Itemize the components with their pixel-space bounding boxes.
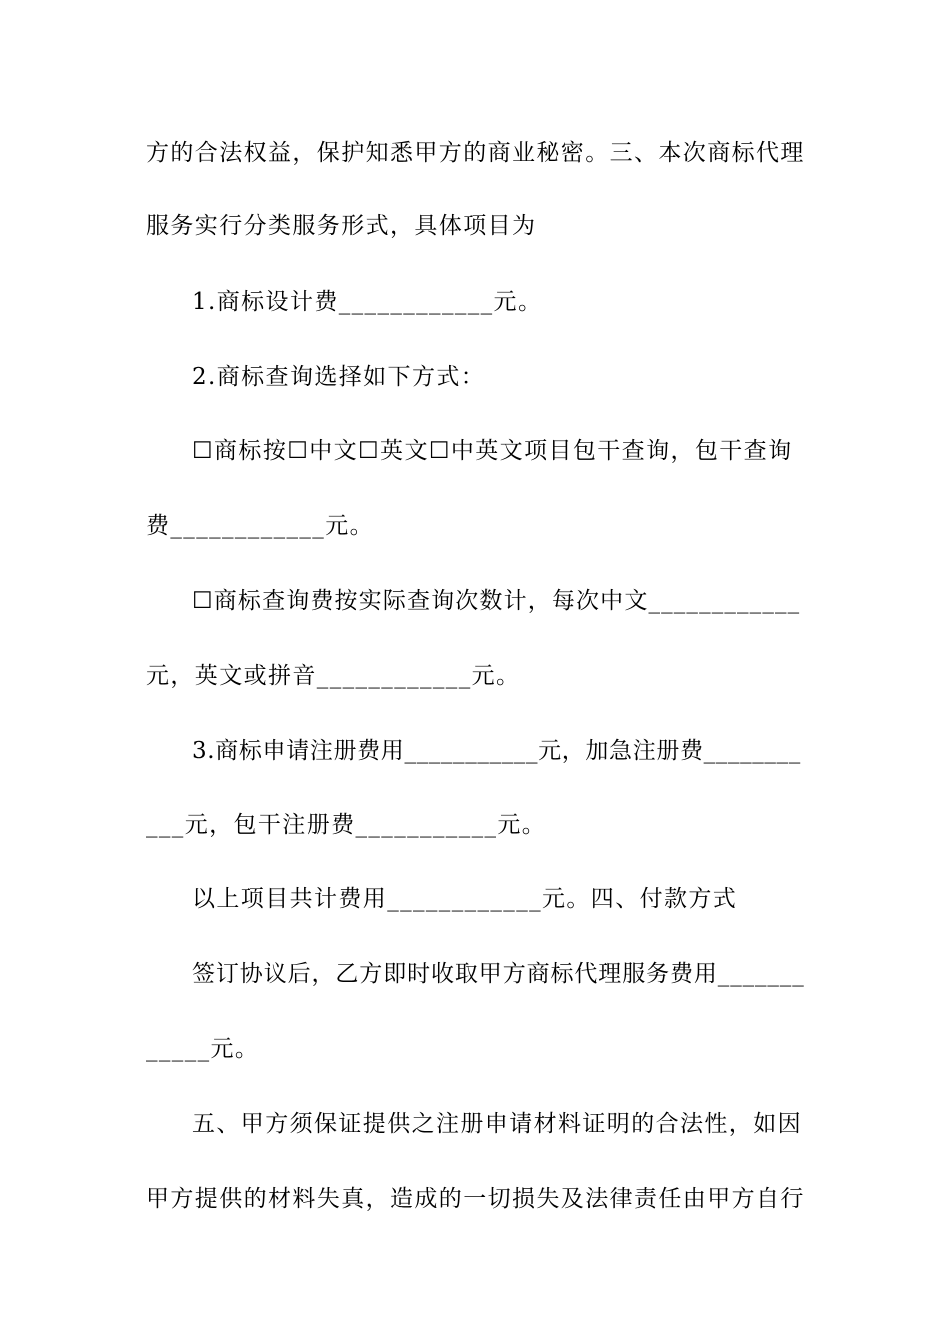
paragraph-line: 甲方提供的材料失真，造成的一切损失及法律责任由甲方自行 (146, 1186, 805, 1212)
paragraph-line: 费____________元。 (146, 513, 374, 539)
clause-five: 五、甲方须保证提供之注册申请材料证明的合法性，如因 (192, 1111, 802, 1137)
query-option-per-query: ☐商标查询费按实际查询次数计，每次中文____________ (192, 588, 801, 614)
fee-total: 以上项目共计费用____________元。四、付款方式 (192, 886, 738, 912)
fee-item-registration: 3.商标申请注册费用___________元，加急注册费________ (192, 738, 801, 764)
fee-item-query-heading: 2.商标查询选择如下方式： (192, 364, 486, 390)
fee-item-design: 1.商标设计费____________元。 (192, 289, 543, 315)
query-option-package: ☐商标按☐中文☐英文☐中英文项目包干查询，包干查询 (192, 438, 793, 464)
paragraph-line: 方的合法权益，保护知悉甲方的商业秘密。三、本次商标代理 (146, 140, 805, 166)
paragraph-line: 元，英文或拼音____________元。 (146, 663, 521, 689)
paragraph-line: 服务实行分类服务形式，具体项目为 (146, 213, 537, 239)
payment-terms: 签订协议后，乙方即时收取甲方商标代理服务费用_______ (192, 961, 805, 987)
paragraph-line: ___元，包干注册费___________元。 (146, 812, 547, 838)
paragraph-line: _____元。 (146, 1036, 260, 1062)
